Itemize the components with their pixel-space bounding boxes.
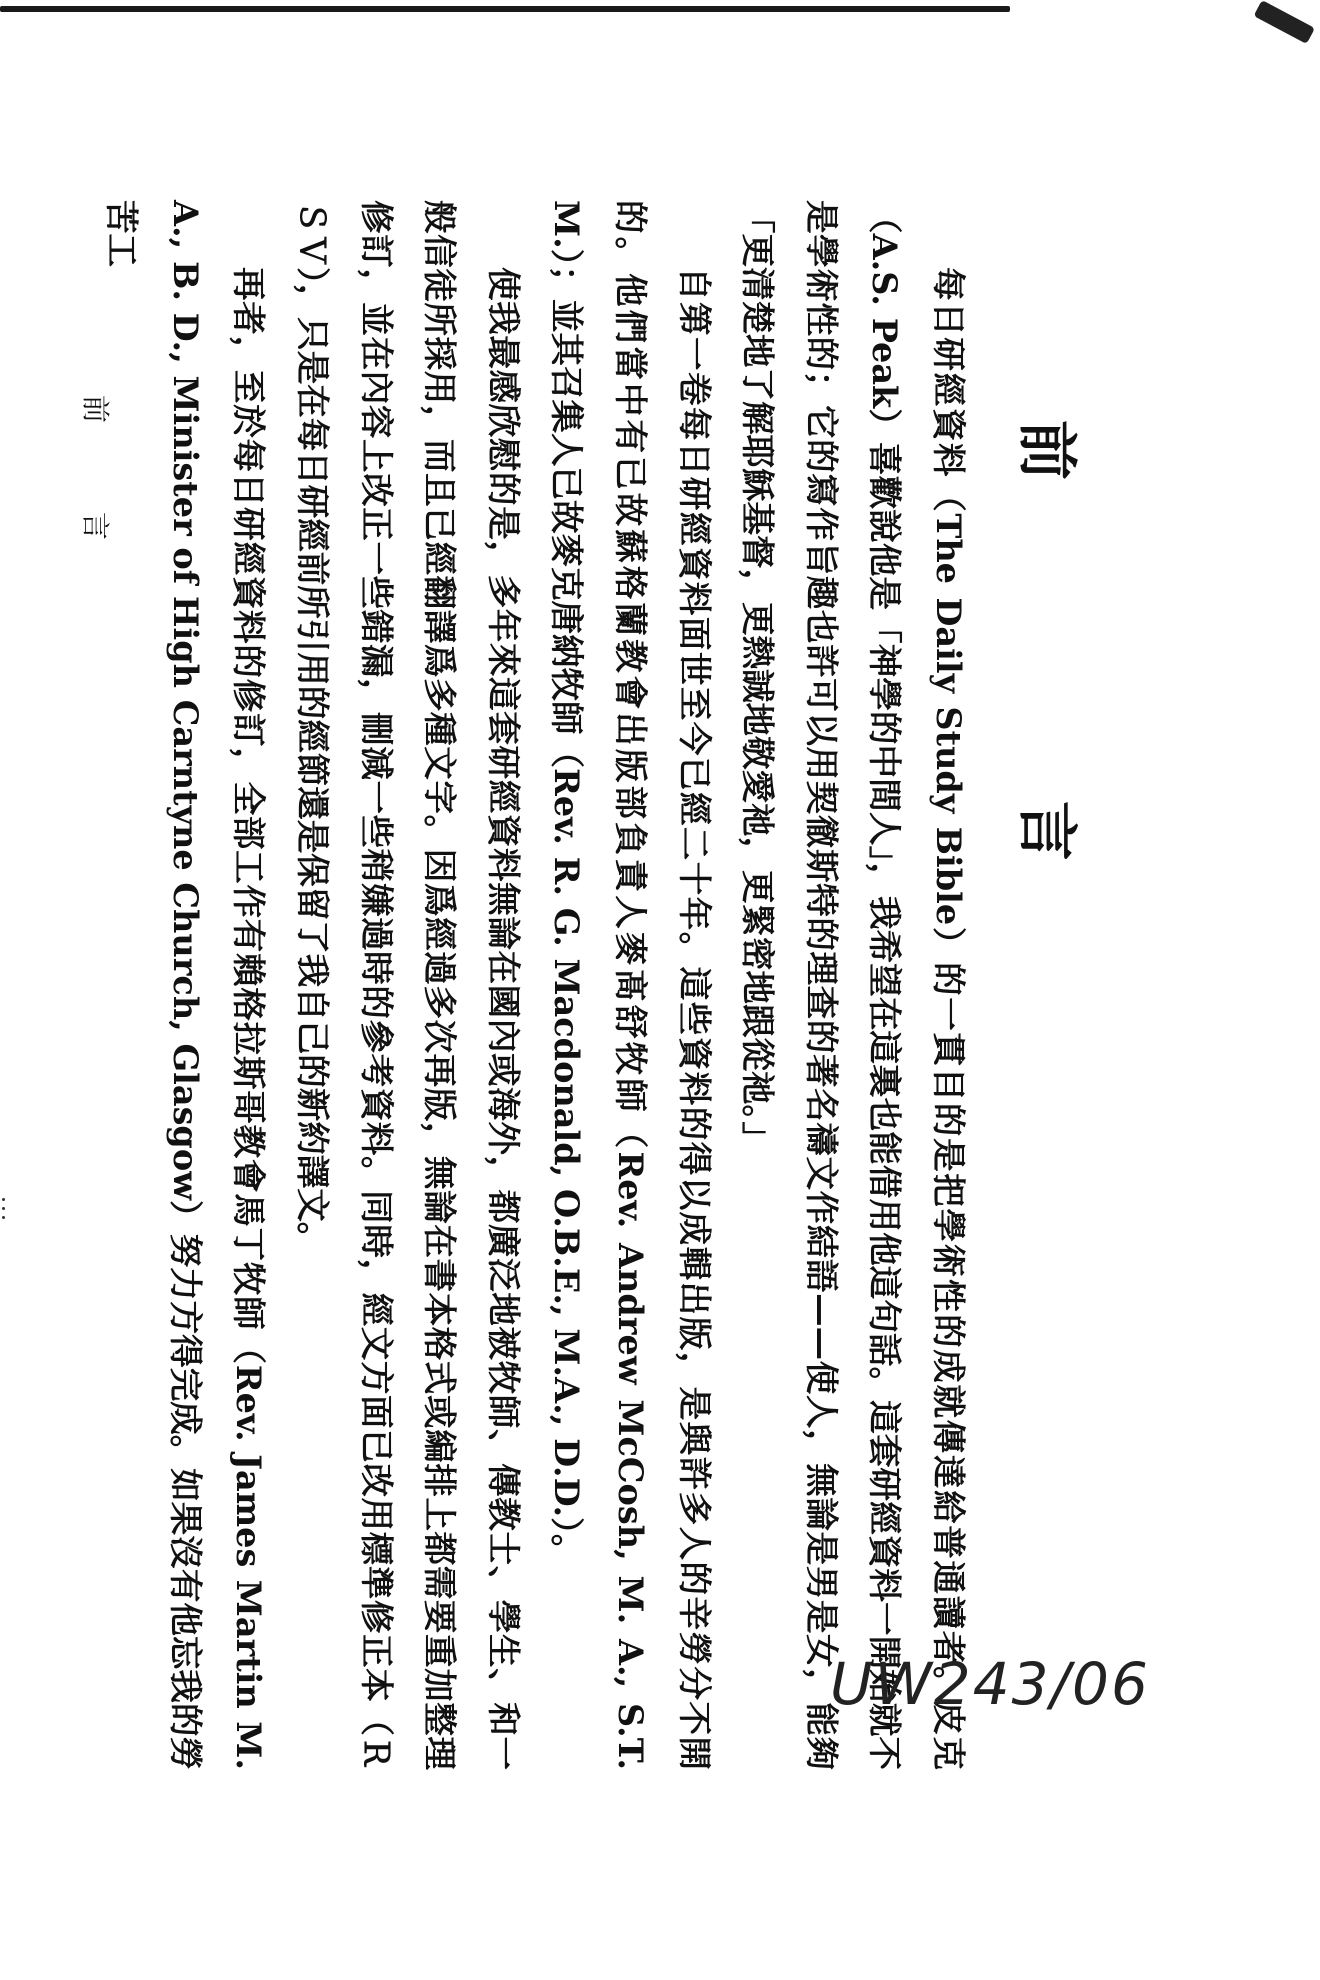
paragraph-1: 每日研經資料（The Daily Study Bible）的一貫目的是把學術性的成就傳達給普通讀者。皮克（A.S. Peak）喜歡說他是「神學的中間人」，我希望在這裏也能借用他這句話。這套研經資料一開始就不是學術性的；它的寫作旨趣也許可以用契徹斯特的理查的著名禱文作結語——使人，無論是男是女，能夠「更清楚地了解耶穌基督，更熱誠地敬愛祂，更緊密地跟從祂。」 — [738, 200, 968, 1770]
running-head: 前 言 — [79, 395, 112, 580]
handwritten-catalog-note: UW243/06 — [830, 1650, 1150, 1718]
paragraph-2: 自第一卷每日研經資料面世至今已經二十年。這些資料的得以成輯出版，是與許多人的辛勞分不開的。他們當中有已故蘇格蘭教會出版部負責人麥髙舒牧師（Rev. Andrew McCosh, M. A., S.T. M.）；並其召集人已故麥克唐納牧師（Rev. R. G. Macdonald, O.B.E., M.A., D.D.）。 — [547, 200, 714, 1770]
paragraph-3: 使我最感欣慰的是，多年來這套研經資料無論在國內或海外，都廣泛地被牧師、傳教士、學生、和一般信徒所採用，而且已經翻譯爲多種文字。因爲經過多次再版，無論在書本格式或編排上都需要重加整理修訂，並在內容上改正一些錯漏，刪減一些稍嫌過時的參考資料。同時，經文方面已改用標準修正本（ＲＳＶ），只是在每日研經前所引用的經節還是保留了我自己的新約譯文。 — [293, 200, 523, 1770]
page-title: 前 言 — [1011, 420, 1081, 1011]
paragraph-4: 再者，至於每日研經資料的修訂，全部工作有賴格拉斯哥教會馬丁牧師（Rev. James Martin M. A., B. D., Minister of High Carntyne Church, Glasgow）努力方得完成。如果沒有他忘我的勞苦工 — [102, 200, 269, 1770]
body-text — [90, 200, 980, 1770]
